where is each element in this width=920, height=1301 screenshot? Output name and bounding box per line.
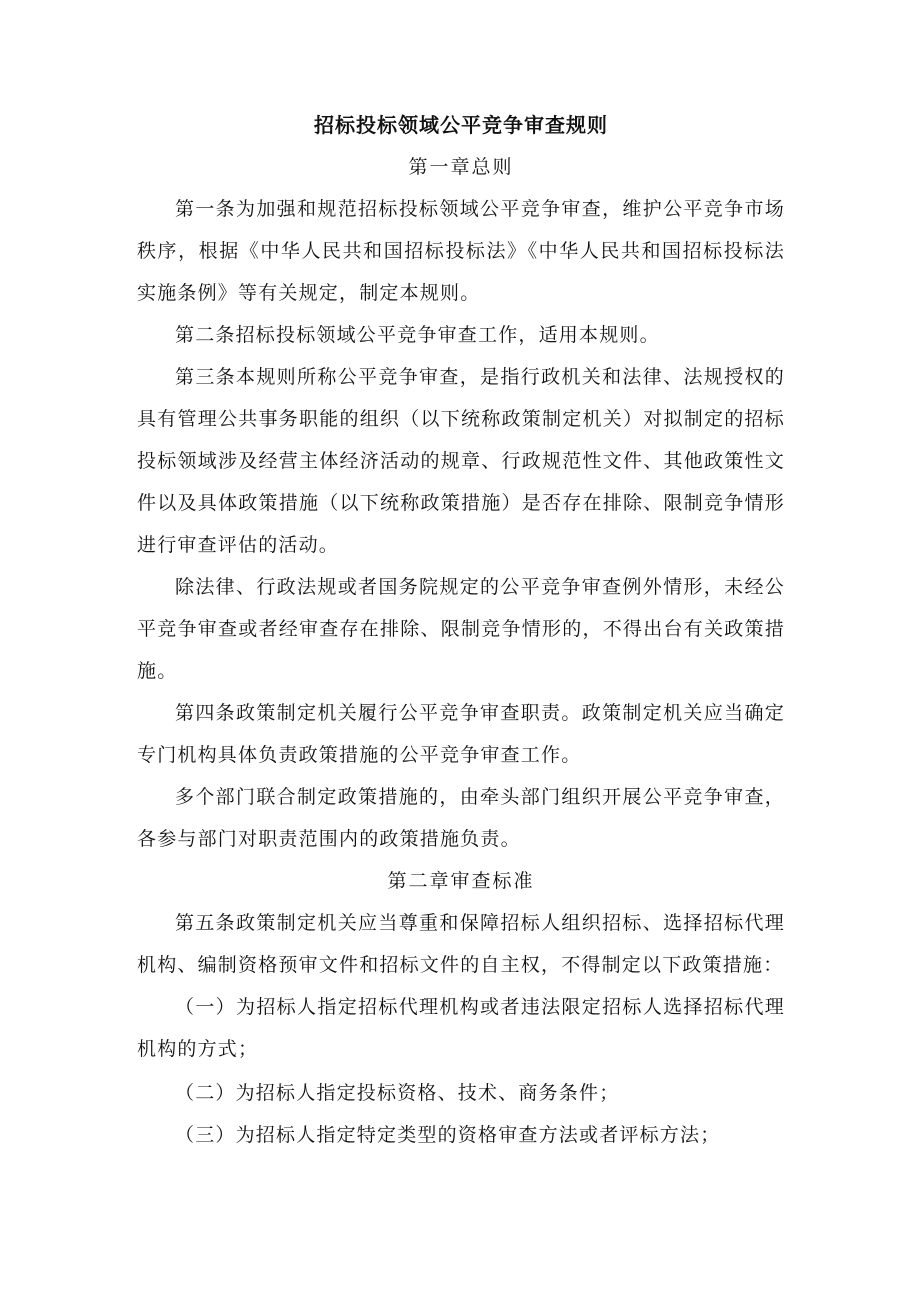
chapter-1-heading: 第一章总则 — [408, 156, 514, 178]
article-5-item-3: （三）为招标人指定特定类型的资格审查方法或者评标方法； — [175, 1124, 721, 1146]
article-4-paragraph-2: 多个部门联合制定政策措施的，由牵头部门组织开展公平竞争审查，各参与部门对职责范围内的政策措施负责。 — [137, 786, 785, 850]
article-4: 第四条政策制定机关履行公平竞争审查职责。政策制定机关应当确定专门机构具体负责政策措施的公平竞争审查工作。 — [137, 702, 785, 766]
article-3-paragraph-2: 除法律、行政法规或者国务院规定的公平竞争审查例外情形，未经公平竞争审查或者经审查存在排除、限制竞争情形的，不得出台有关政策措施。 — [137, 576, 785, 682]
document-body — [137, 104, 785, 1156]
document-title: 招标投标领域公平竞争审查规则 — [314, 113, 608, 137]
chapter-2-heading: 第二章审查标准 — [387, 870, 535, 892]
article-5-item-1: （一）为招标人指定招标代理机构或者违法限定招标人选择招标代理机构的方式； — [137, 996, 785, 1060]
article-1: 第一条为加强和规范招标投标领域公平竞争审查，维护公平竞争市场秩序，根据《中华人民共和国招标投标法》《中华人民共和国招标投标法实施条例》等有关规定，制定本规则。 — [137, 198, 785, 304]
article-2: 第二条招标投标领域公平竞争审查工作，适用本规则。 — [175, 324, 660, 346]
article-3: 第三条本规则所称公平竞争审查，是指行政机关和法律、法规授权的具有管理公共事务职能的组织（以下统称政策制定机关）对拟制定的招标投标领域涉及经营主体经济活动的规章、行政规范性文件、其他政策性文件以及具体政策措施（以下统称政策措施）是否存在排除、限制竞争情形进行审查评估的活动。 — [137, 366, 785, 556]
article-5: 第五条政策制定机关应当尊重和保障招标人组织招标、选择招标代理机构、编制资格预审文件和招标文件的自主权，不得制定以下政策措施： — [137, 912, 785, 976]
article-5-item-2: （二）为招标人指定投标资格、技术、商务条件； — [175, 1082, 620, 1104]
